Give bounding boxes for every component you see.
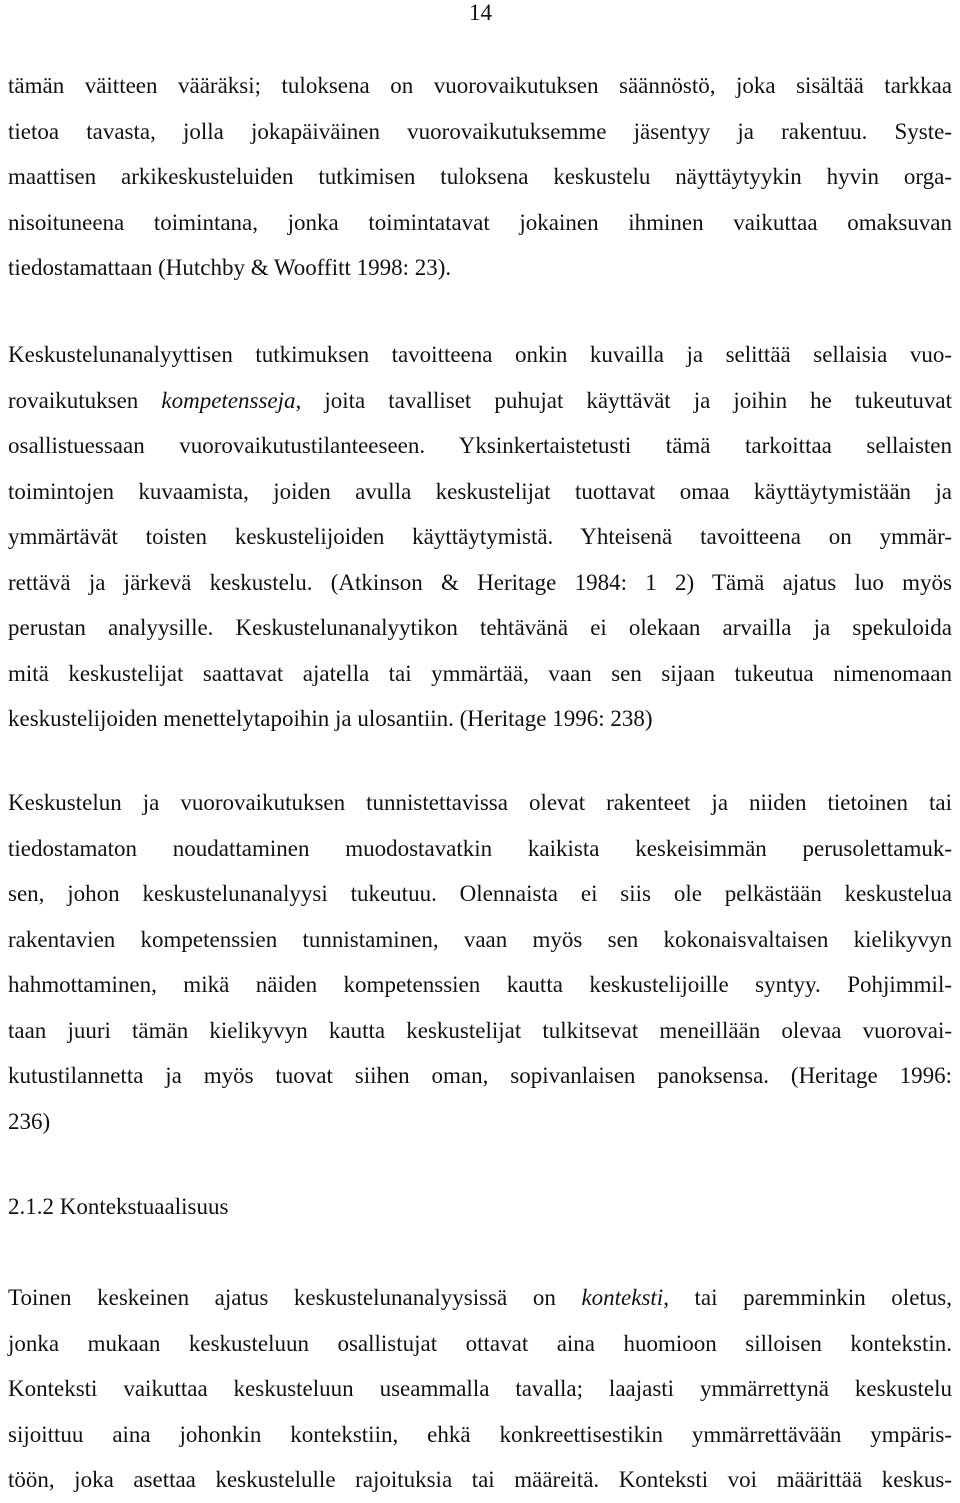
paragraph-3 — [8, 780, 952, 1144]
text-line: töön, joka asettaa keskustelulle rajoituksia tai määreitä. Konteksti voi määrittää keskus- — [8, 1467, 952, 1492]
text-line: rettävä ja järkevä keskustelu. (Atkinson & Heritage 1984: 1 2) Tämä ajatus luo myös — [8, 569, 952, 595]
text-line: toimintojen kuvaamista, joiden avulla keskustelijat tuottavat omaa käyttäytymistään ja — [8, 478, 952, 504]
text-line: tiedostamattaan (Hutchby & Wooffitt 1998: 23). — [8, 255, 452, 280]
text-line: Keskustelun ja vuorovaikutuksen tunnistettavissa olevat rakenteet ja niiden tietoinen tai — [8, 790, 952, 815]
paragraph-2 — [8, 332, 952, 742]
text-segment: , joita tavalliset puhujat käyttävät ja joihin he tukeutuvat — [295, 387, 952, 413]
text-line: taan juuri tämän kielikyvyn kautta keskustelijat tulkitsevat meneillään olevaa vuorovai- — [8, 1017, 952, 1043]
text-line: rakentavien kompetenssien tunnistaminen, vaan myös sen kokonaisvaltaisen kielikyvyn — [8, 926, 952, 952]
text-line: sijoittuu aina johonkin kontekstiin, ehkä konkreettisestikin ymmärrettävään ympäris- — [8, 1421, 952, 1447]
page-number: 14 — [469, 0, 492, 25]
text-line: 236) — [8, 1108, 51, 1134]
text-line: nisoituneena toimintana, jonka toimintatavat jokainen ihminen vaikuttaa omaksuvan — [8, 209, 952, 235]
emphasis-term: kompetensseja — [161, 387, 296, 413]
text-line: perustan analyysille. Keskustelunanalyytikon tehtävänä ei olekaan arvailla ja spekuloida — [8, 615, 952, 640]
text-line: tämän väitteen vääräksi; tuloksena on vuorovaikutuksen säännöstö, joka sisältää tarkkaa — [8, 73, 952, 98]
paragraph-1 — [8, 63, 952, 291]
text-line: kutustilannetta ja myös tuovat siihen oman, sopivanlaisen panoksensa. (Heritage 1996: — [8, 1063, 952, 1088]
text-line: tietoa tavasta, jolla jokapäiväinen vuorovaikutuksemme jäsentyy ja rakentuu. Syste- — [8, 118, 952, 144]
text-line: ymmärtävät toisten keskustelijoiden käyttäytymistä. Yhteisenä tavoitteena on ymmär- — [8, 524, 952, 549]
text-line: jonka mukaan keskusteluun osallistujat ottavat aina huomioon silloisen kontekstin. — [8, 1330, 952, 1356]
text-line: sen, johon keskustelunanalyysi tukeutuu. Olennaista ei siis ole pelkästään keskustelua — [8, 881, 952, 906]
text-line: osallistuessaan vuorovaikutustilanteeseen. Yksinkertaistetusti tämä tarkoittaa sellaisten — [8, 433, 952, 458]
text-segment: , tai paremminkin oletus, — [663, 1285, 952, 1310]
text-line — [8, 378, 952, 424]
paragraph-4 — [8, 1275, 952, 1503]
text-segment: Toinen keskeinen ajatus keskustelunanalyysissä on — [8, 1285, 582, 1310]
text-line: Konteksti vaikuttaa keskusteluun useammalla tavalla; laajasti ymmärrettynä keskustelu — [8, 1376, 952, 1401]
text-line: tiedostamaton noudattaminen muodostavatkin kaikista keskeisimmän perusolettamuk- — [8, 835, 952, 861]
text-line: hahmottaminen, mikä näiden kompetenssien kautta keskustelijoille syntyy. Pohjimmil- — [8, 972, 952, 997]
text-line: Keskustelunanalyyttisen tutkimuksen tavoitteena onkin kuvailla ja selittää sellaisia vuo- — [8, 342, 952, 367]
text-line: maattisen arkikeskusteluiden tutkimisen tuloksena keskustelu näyttäytyykin hyvin orga- — [8, 164, 952, 189]
text-line — [8, 1275, 952, 1321]
text-segment: rovaikutuksen — [8, 387, 162, 413]
emphasis-term: konteksti — [581, 1285, 664, 1310]
text-line: keskustelijoiden menettelytapoihin ja ulosantiin. (Heritage 1996: 238) — [8, 706, 653, 731]
text-line: mitä keskustelijat saattavat ajatella tai ymmärtää, vaan sen sijaan tukeutua nimenomaan — [8, 660, 952, 686]
section-heading: 2.1.2 Kontekstuaalisuus — [8, 1194, 229, 1219]
